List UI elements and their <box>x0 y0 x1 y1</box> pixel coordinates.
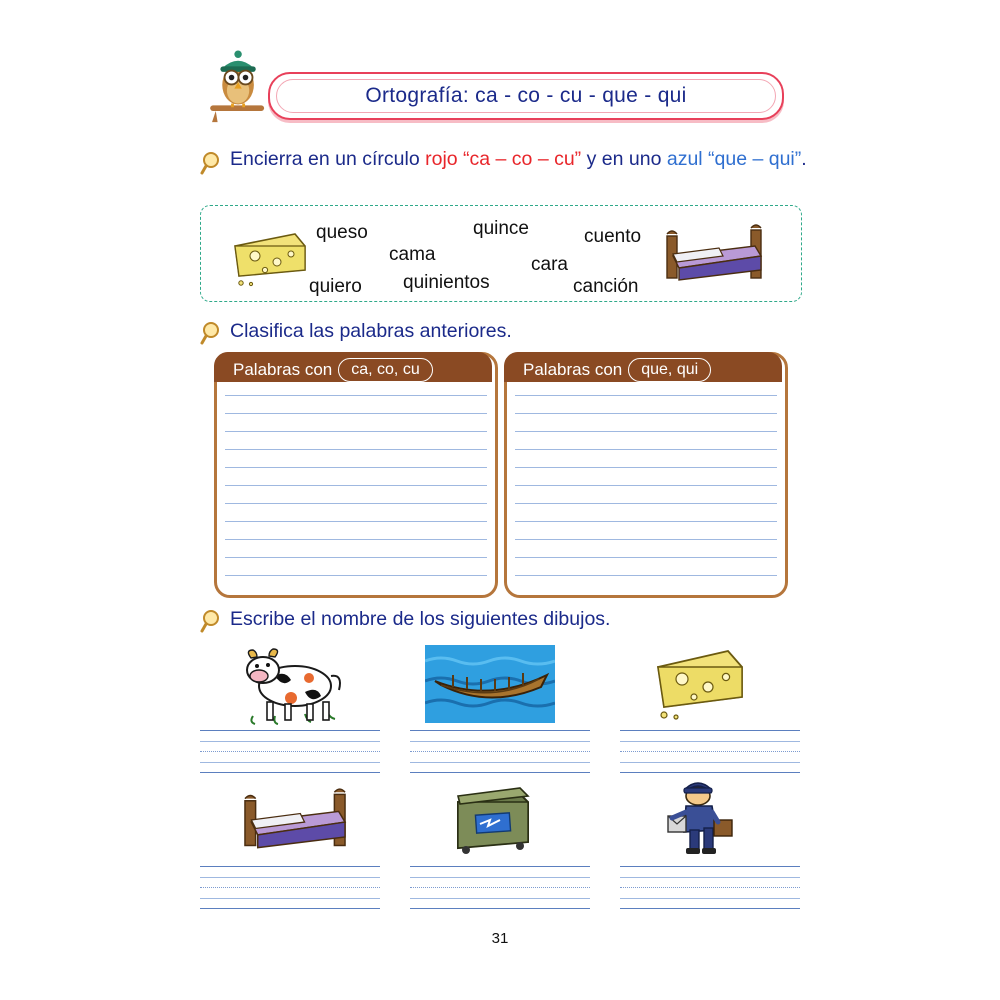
writing-lines-area[interactable] <box>515 391 777 585</box>
magnifier-icon <box>200 150 226 176</box>
classification-box-header <box>504 352 782 382</box>
classification-box-pill: que, qui <box>628 358 711 382</box>
bed-image <box>659 224 769 286</box>
owl-mascot-icon <box>208 44 270 124</box>
instruction-part: . <box>801 148 807 170</box>
magnifier-icon <box>200 320 226 346</box>
instruction-part-red: rojo “ca – co – cu” <box>425 148 582 170</box>
word-item: quinientos <box>403 272 490 293</box>
classification-box-que-qui <box>504 352 788 598</box>
classification-box-label: Palabras con <box>233 360 333 379</box>
trash-container-image <box>448 782 534 856</box>
answer-line-4[interactable] <box>200 866 380 910</box>
classification-box-label: Palabras con <box>523 360 623 379</box>
canoe-image <box>425 645 555 723</box>
writing-lines-area[interactable] <box>225 391 487 585</box>
activity-2-instruction: Clasifica las palabras anteriores. <box>230 320 512 342</box>
instruction-part: y en uno <box>581 148 667 170</box>
answer-line-3[interactable] <box>620 730 800 774</box>
classification-box-header <box>214 352 492 382</box>
title-row <box>200 62 800 124</box>
answer-line-6[interactable] <box>620 866 800 910</box>
title-banner <box>268 72 784 120</box>
word-item: canción <box>573 276 639 297</box>
classification-box-ca-co-cu <box>214 352 498 598</box>
instruction-part: Encierra en un círculo <box>230 148 426 170</box>
classification-box-pill: ca, co, cu <box>338 358 432 382</box>
cheese-image <box>650 645 750 725</box>
word-item: quince <box>473 218 529 239</box>
cow-image <box>235 642 355 727</box>
word-bank-box <box>200 205 802 302</box>
word-item: cara <box>531 254 568 275</box>
word-item: quiero <box>309 276 362 297</box>
bed-image <box>235 788 355 854</box>
instruction-part-blue: azul “que – qui” <box>666 148 802 170</box>
word-item: cama <box>389 244 436 265</box>
answer-line-2[interactable] <box>410 730 590 774</box>
activity-1-instruction <box>230 146 810 172</box>
page-number: 31 <box>491 930 509 947</box>
activity-3-instruction: Escribe el nombre de los siguientes dibujos. <box>230 608 611 630</box>
page-title: Ortografía: ca - co - cu - que - qui <box>365 84 687 107</box>
answer-line-1[interactable] <box>200 730 380 774</box>
word-item: queso <box>316 222 368 243</box>
mailman-image <box>660 782 740 858</box>
word-item: cuento <box>584 226 642 247</box>
answer-line-5[interactable] <box>410 866 590 910</box>
cheese-wedge-image <box>229 226 311 288</box>
magnifier-icon <box>200 608 226 634</box>
